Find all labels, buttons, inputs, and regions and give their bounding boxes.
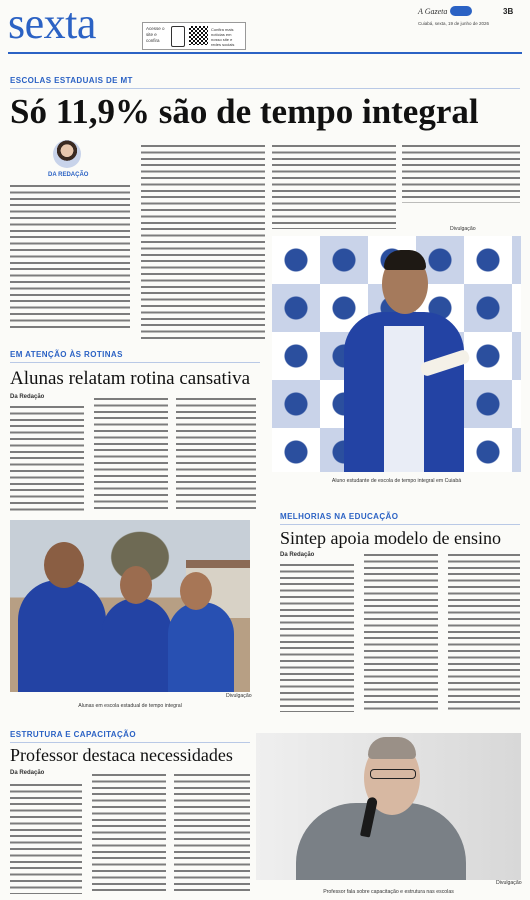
story-three-headline: Sintep apoia modelo de ensino bbox=[280, 528, 501, 548]
top-story-photo-credit: Divulgação bbox=[450, 226, 476, 232]
student-figure-middle bbox=[102, 598, 172, 692]
header-rule bbox=[8, 52, 522, 54]
story-four-headline: Professor destaca necessidades bbox=[10, 745, 233, 765]
story-two-photo-caption: Alunas em escola estadual de tempo integral bbox=[78, 703, 182, 709]
kicker-rule bbox=[10, 742, 250, 743]
story-four-byline: Da Redação bbox=[10, 770, 45, 776]
edition-date: Cuiabá, sexta, 19 de junho de 2026 bbox=[418, 21, 490, 26]
student-photo[interactable] bbox=[272, 236, 521, 472]
brand-name: A Gazeta bbox=[418, 6, 448, 16]
top-story-col-4 bbox=[402, 143, 520, 203]
story-three-kicker: MELHORIAS NA EDUCAÇÃO bbox=[280, 512, 399, 521]
qr-code-icon bbox=[189, 26, 208, 45]
student-shirt bbox=[384, 326, 424, 472]
teacher-glasses bbox=[370, 769, 416, 779]
logo-icon bbox=[450, 6, 472, 16]
teacher-photo[interactable] bbox=[256, 733, 521, 880]
story-two-col-3 bbox=[176, 396, 256, 512]
top-story-col-3 bbox=[272, 143, 396, 229]
student-face-middle bbox=[120, 566, 152, 604]
story-four-photo-credit: Divulgação bbox=[496, 880, 522, 886]
kicker-rule bbox=[280, 524, 520, 525]
student-face-left bbox=[44, 542, 84, 588]
story-four-kicker: ESTRUTURA E CAPACITAÇÃO bbox=[10, 730, 136, 739]
story-two-col-2 bbox=[94, 396, 168, 512]
story-two-kicker: EM ATENÇÃO ÀS ROTINAS bbox=[10, 350, 123, 359]
story-two-col-1 bbox=[10, 404, 84, 512]
page-number: 3B bbox=[503, 7, 514, 16]
student-figure-left bbox=[18, 580, 106, 692]
story-two-photo-credit: Divulgação bbox=[226, 693, 252, 699]
promo-box[interactable] bbox=[142, 22, 246, 50]
story-four-col-1 bbox=[10, 782, 82, 894]
story-three-col-3 bbox=[448, 552, 520, 712]
kicker-rule bbox=[10, 88, 520, 89]
top-story-byline: DA REDAÇÃO bbox=[48, 172, 89, 178]
section-title: sexta bbox=[8, 0, 96, 48]
kicker-rule bbox=[10, 362, 260, 363]
top-story-col-2 bbox=[141, 143, 265, 339]
student-face-right bbox=[180, 572, 212, 610]
teacher-body bbox=[296, 803, 466, 880]
story-three-byline: Da Redação bbox=[280, 552, 315, 558]
promo-lines: Acesse o site e confira bbox=[146, 26, 165, 43]
story-four-col-3 bbox=[174, 772, 250, 894]
story-two-headline: Alunas relatam rotina cansativa bbox=[10, 368, 251, 389]
student-figure-right bbox=[168, 602, 234, 692]
student-hair bbox=[384, 250, 426, 270]
story-three-col-1 bbox=[280, 562, 354, 712]
top-story-headline: Só 11,9% são de tempo integral bbox=[10, 92, 479, 131]
top-story-col-1 bbox=[10, 183, 130, 331]
phone-icon bbox=[171, 26, 185, 47]
students-photo[interactable] bbox=[10, 520, 250, 692]
brand-logo bbox=[418, 6, 472, 16]
top-story-photo-caption: Aluno estudante de escola de tempo integral em Cuiabá bbox=[331, 478, 462, 484]
story-two-byline: Da Redação bbox=[10, 394, 45, 400]
story-four-col-2 bbox=[92, 772, 166, 894]
top-story-kicker: ESCOLAS ESTADUAIS DE MT bbox=[10, 76, 133, 85]
promo-text: Confira mais notícias em nosso site e redes sociais bbox=[211, 27, 235, 47]
author-avatar bbox=[53, 140, 81, 168]
teacher-hair bbox=[368, 737, 416, 759]
story-three-col-2 bbox=[364, 552, 438, 712]
story-four-photo-caption: Professor fala sobre capacitação e estrutura nas escolas bbox=[323, 889, 454, 895]
